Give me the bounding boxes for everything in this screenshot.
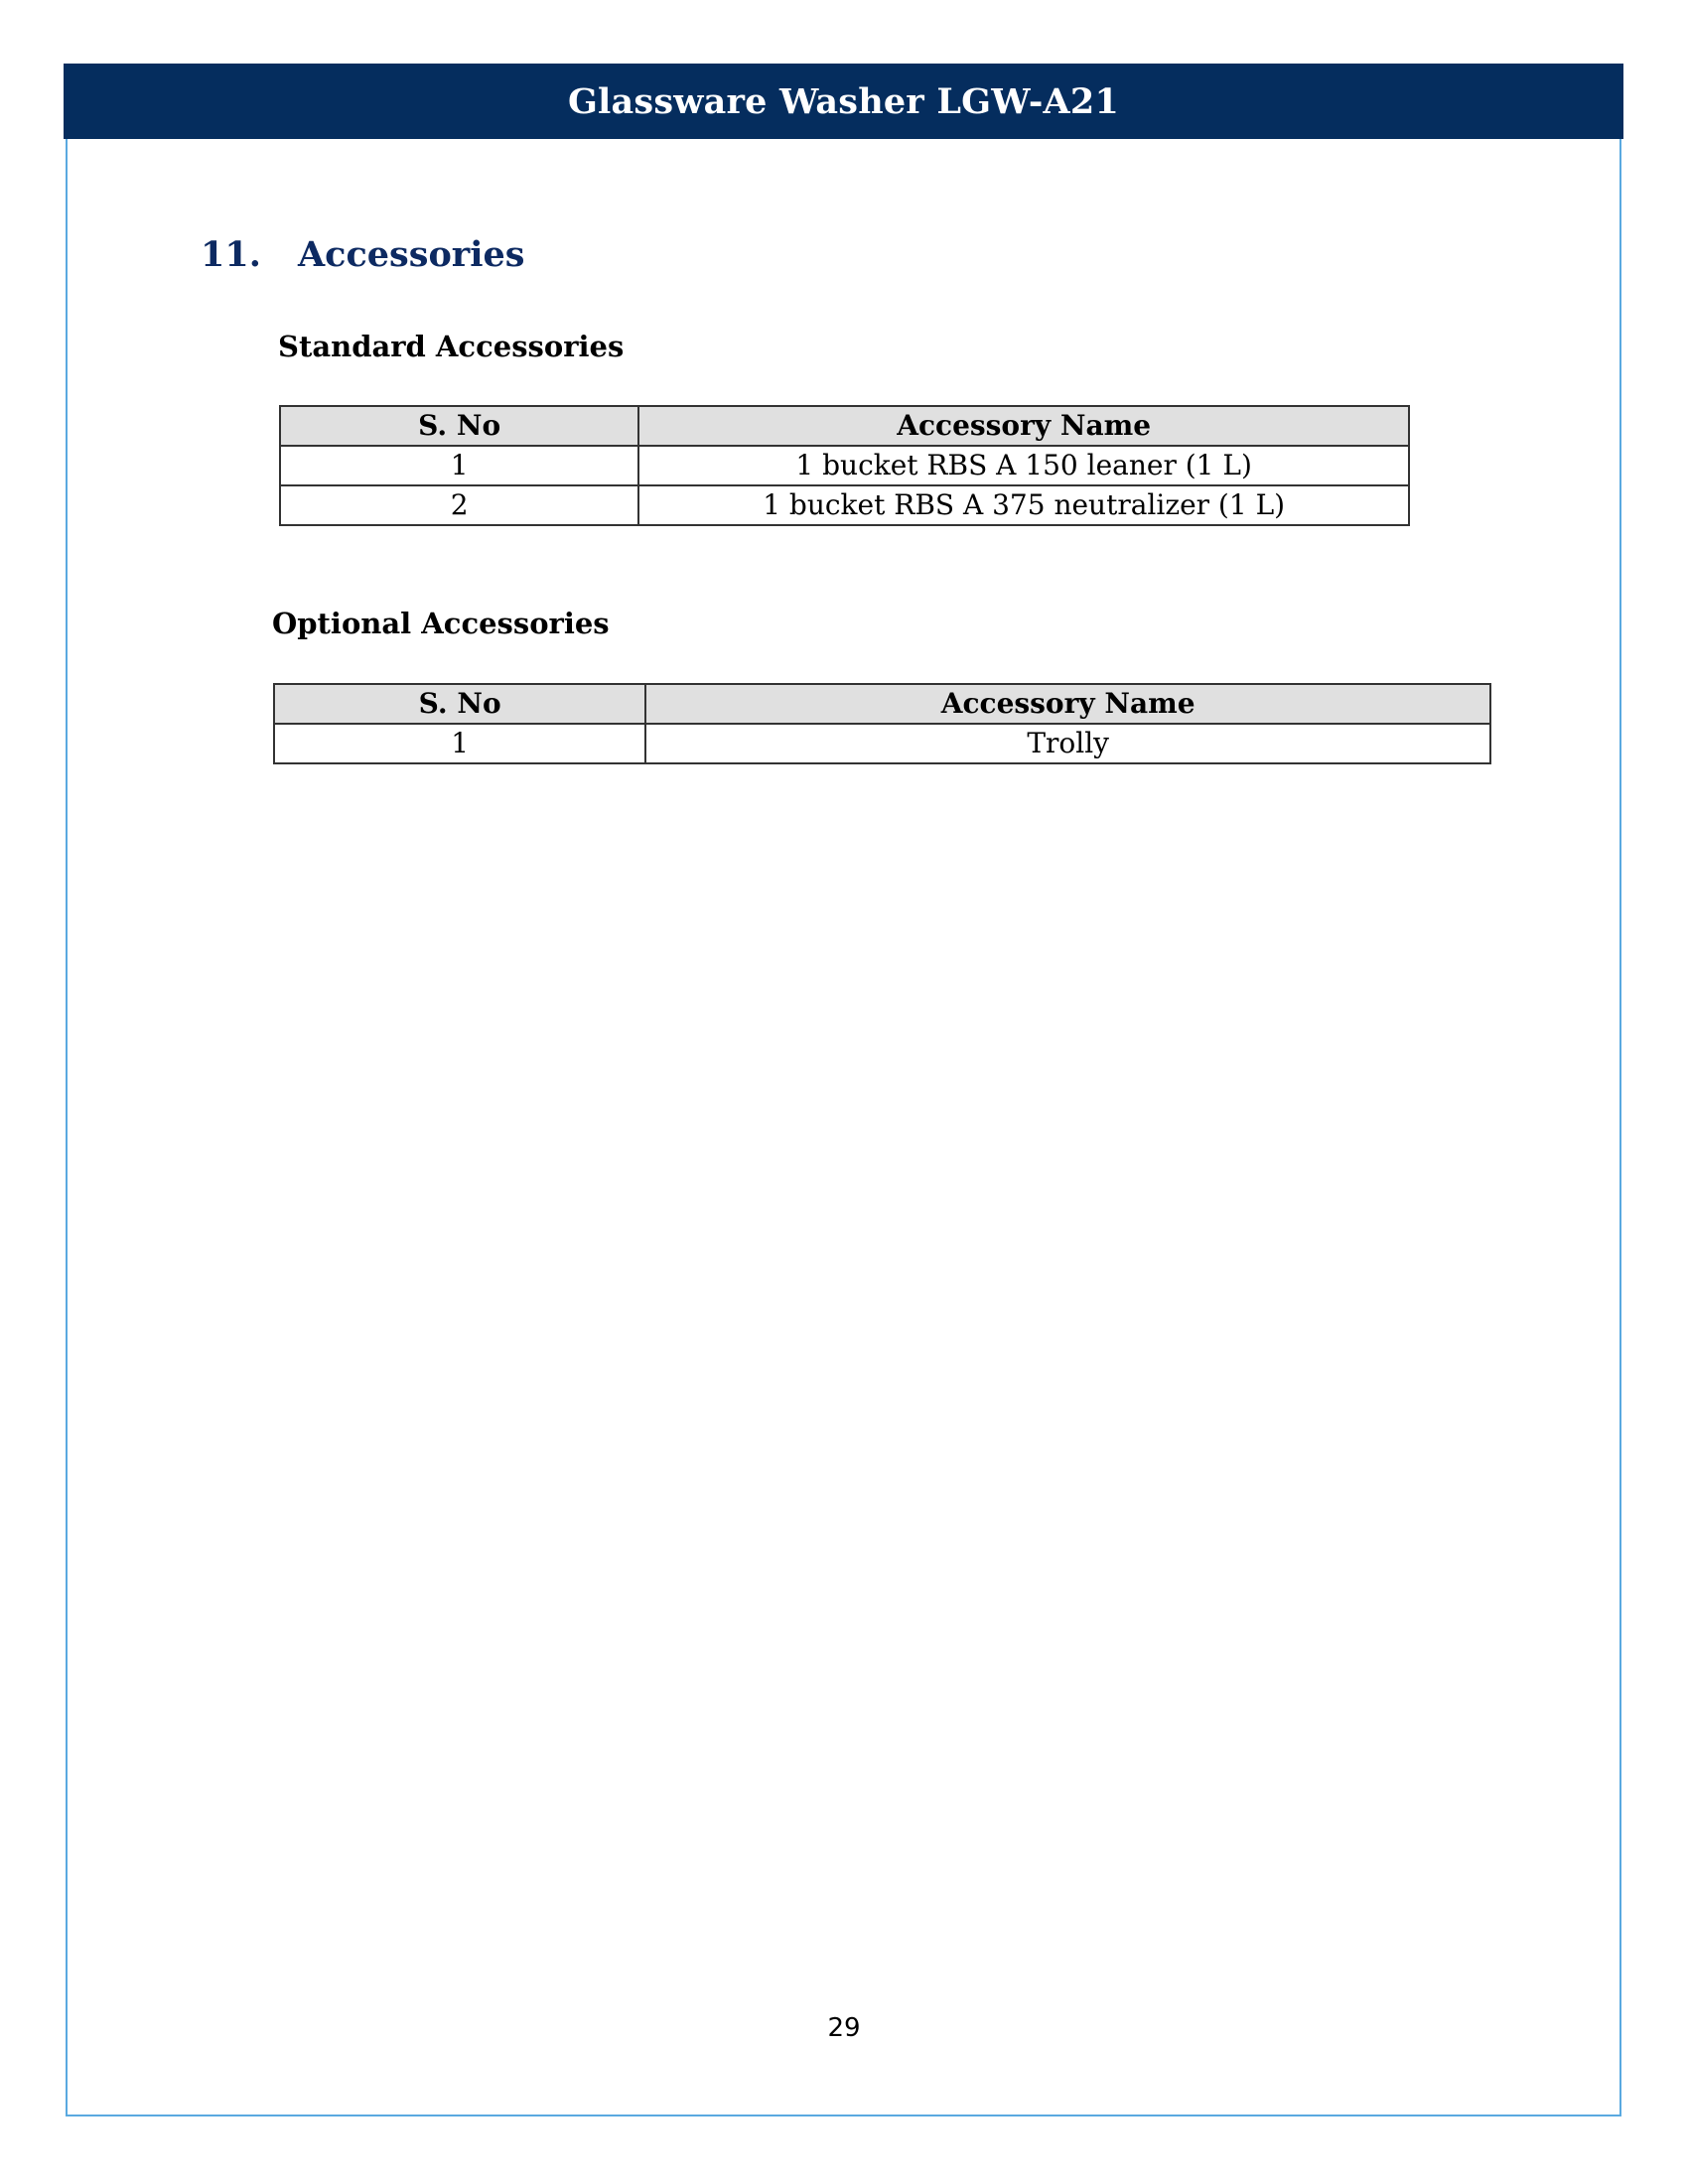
table-row — [280, 485, 1409, 525]
table-header-row — [280, 406, 1409, 446]
table-header-row — [274, 684, 1490, 724]
section-number: 11. — [201, 234, 261, 275]
page-number: 29 — [827, 2013, 861, 2043]
table-row — [274, 724, 1490, 763]
column-header-sno: S. No — [274, 684, 645, 724]
standard-accessories-table — [279, 405, 1410, 526]
document-title: Glassware Washer LGW-A21 — [567, 80, 1120, 122]
cell-accessory-name: 1 bucket RBS A 150 leaner (1 L) — [638, 446, 1409, 485]
cell-sno: 1 — [274, 724, 645, 763]
optional-accessories-heading: Optional Accessories — [272, 607, 610, 640]
document-header — [64, 64, 1623, 139]
section-heading — [201, 234, 525, 275]
page-border — [66, 64, 1621, 2116]
cell-sno: 2 — [280, 485, 638, 525]
section-title: Accessories — [298, 234, 525, 275]
table-row — [280, 446, 1409, 485]
optional-accessories-table — [273, 683, 1491, 764]
cell-accessory-name: Trolly — [645, 724, 1490, 763]
column-header-sno: S. No — [280, 406, 638, 446]
column-header-accessory-name: Accessory Name — [645, 684, 1490, 724]
standard-accessories-heading: Standard Accessories — [278, 330, 625, 363]
cell-sno: 1 — [280, 446, 638, 485]
column-header-accessory-name: Accessory Name — [638, 406, 1409, 446]
cell-accessory-name: 1 bucket RBS A 375 neutralizer (1 L) — [638, 485, 1409, 525]
